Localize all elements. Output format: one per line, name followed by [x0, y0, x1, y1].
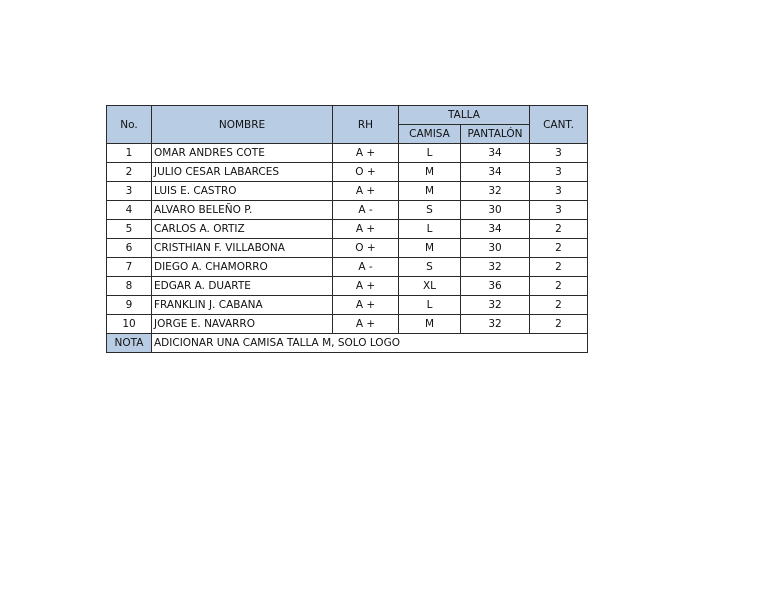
- header-rh: RH: [333, 106, 399, 144]
- cell-pantalon: 32: [461, 182, 530, 201]
- cell-camisa: M: [399, 182, 461, 201]
- header-pantalon: PANTALÓN: [461, 125, 530, 144]
- spreadsheet-area: [106, 105, 588, 353]
- cell-cant: 3: [530, 182, 588, 201]
- table-row: [107, 296, 588, 315]
- header-cant: CANT.: [530, 106, 588, 144]
- cell-rh: A +: [333, 315, 399, 334]
- cell-no: 6: [107, 239, 152, 258]
- cell-no: 10: [107, 315, 152, 334]
- nota-row: [107, 334, 588, 353]
- cell-rh: A +: [333, 277, 399, 296]
- cell-nombre: JULIO CESAR LABARCES: [152, 163, 333, 182]
- table-row: [107, 144, 588, 163]
- cell-rh: A +: [333, 182, 399, 201]
- header-nombre: NOMBRE: [152, 106, 333, 144]
- cell-pantalon: 34: [461, 220, 530, 239]
- cell-cant: 2: [530, 220, 588, 239]
- header-talla: TALLA: [399, 106, 530, 125]
- table-row: [107, 258, 588, 277]
- cell-camisa: XL: [399, 277, 461, 296]
- cell-no: 2: [107, 163, 152, 182]
- nota-label: NOTA: [107, 334, 152, 353]
- cell-no: 5: [107, 220, 152, 239]
- cell-cant: 3: [530, 201, 588, 220]
- table-row: [107, 163, 588, 182]
- cell-no: 4: [107, 201, 152, 220]
- cell-cant: 2: [530, 315, 588, 334]
- cell-cant: 3: [530, 144, 588, 163]
- cell-cant: 3: [530, 163, 588, 182]
- cell-pantalon: 32: [461, 258, 530, 277]
- cell-camisa: S: [399, 201, 461, 220]
- cell-camisa: S: [399, 258, 461, 277]
- cell-no: 3: [107, 182, 152, 201]
- cell-rh: O +: [333, 163, 399, 182]
- cell-nombre: CRISTHIAN F. VILLABONA: [152, 239, 333, 258]
- table-row: [107, 239, 588, 258]
- header-no: No.: [107, 106, 152, 144]
- cell-cant: 2: [530, 258, 588, 277]
- cell-nombre: FRANKLIN J. CABANA: [152, 296, 333, 315]
- cell-cant: 2: [530, 277, 588, 296]
- cell-nombre: DIEGO A. CHAMORRO: [152, 258, 333, 277]
- table-row: [107, 315, 588, 334]
- cell-rh: A +: [333, 296, 399, 315]
- cell-rh: A -: [333, 258, 399, 277]
- cell-camisa: L: [399, 296, 461, 315]
- cell-pantalon: 36: [461, 277, 530, 296]
- cell-pantalon: 30: [461, 201, 530, 220]
- table-row: [107, 277, 588, 296]
- header-row-top: [107, 106, 588, 125]
- cell-camisa: L: [399, 220, 461, 239]
- cell-rh: A -: [333, 201, 399, 220]
- cell-nombre: ALVARO BELEÑO P.: [152, 201, 333, 220]
- cell-nombre: LUIS E. CASTRO: [152, 182, 333, 201]
- cell-no: 9: [107, 296, 152, 315]
- nota-text: ADICIONAR UNA CAMISA TALLA M, SOLO LOGO: [152, 334, 588, 353]
- cell-nombre: JORGE E. NAVARRO: [152, 315, 333, 334]
- uniform-size-table: [106, 105, 588, 353]
- cell-nombre: CARLOS A. ORTIZ: [152, 220, 333, 239]
- cell-pantalon: 32: [461, 296, 530, 315]
- table-row: [107, 220, 588, 239]
- table-row: [107, 182, 588, 201]
- cell-no: 1: [107, 144, 152, 163]
- cell-pantalon: 34: [461, 163, 530, 182]
- cell-rh: O +: [333, 239, 399, 258]
- cell-nombre: OMAR ANDRES COTE: [152, 144, 333, 163]
- cell-pantalon: 32: [461, 315, 530, 334]
- cell-cant: 2: [530, 239, 588, 258]
- cell-camisa: M: [399, 239, 461, 258]
- cell-nombre: EDGAR A. DUARTE: [152, 277, 333, 296]
- cell-no: 7: [107, 258, 152, 277]
- cell-camisa: M: [399, 163, 461, 182]
- cell-rh: A +: [333, 144, 399, 163]
- cell-pantalon: 30: [461, 239, 530, 258]
- table-body: [107, 144, 588, 334]
- cell-no: 8: [107, 277, 152, 296]
- cell-camisa: M: [399, 315, 461, 334]
- cell-pantalon: 34: [461, 144, 530, 163]
- cell-rh: A +: [333, 220, 399, 239]
- cell-cant: 2: [530, 296, 588, 315]
- cell-camisa: L: [399, 144, 461, 163]
- table-row: [107, 201, 588, 220]
- header-camisa: CAMISA: [399, 125, 461, 144]
